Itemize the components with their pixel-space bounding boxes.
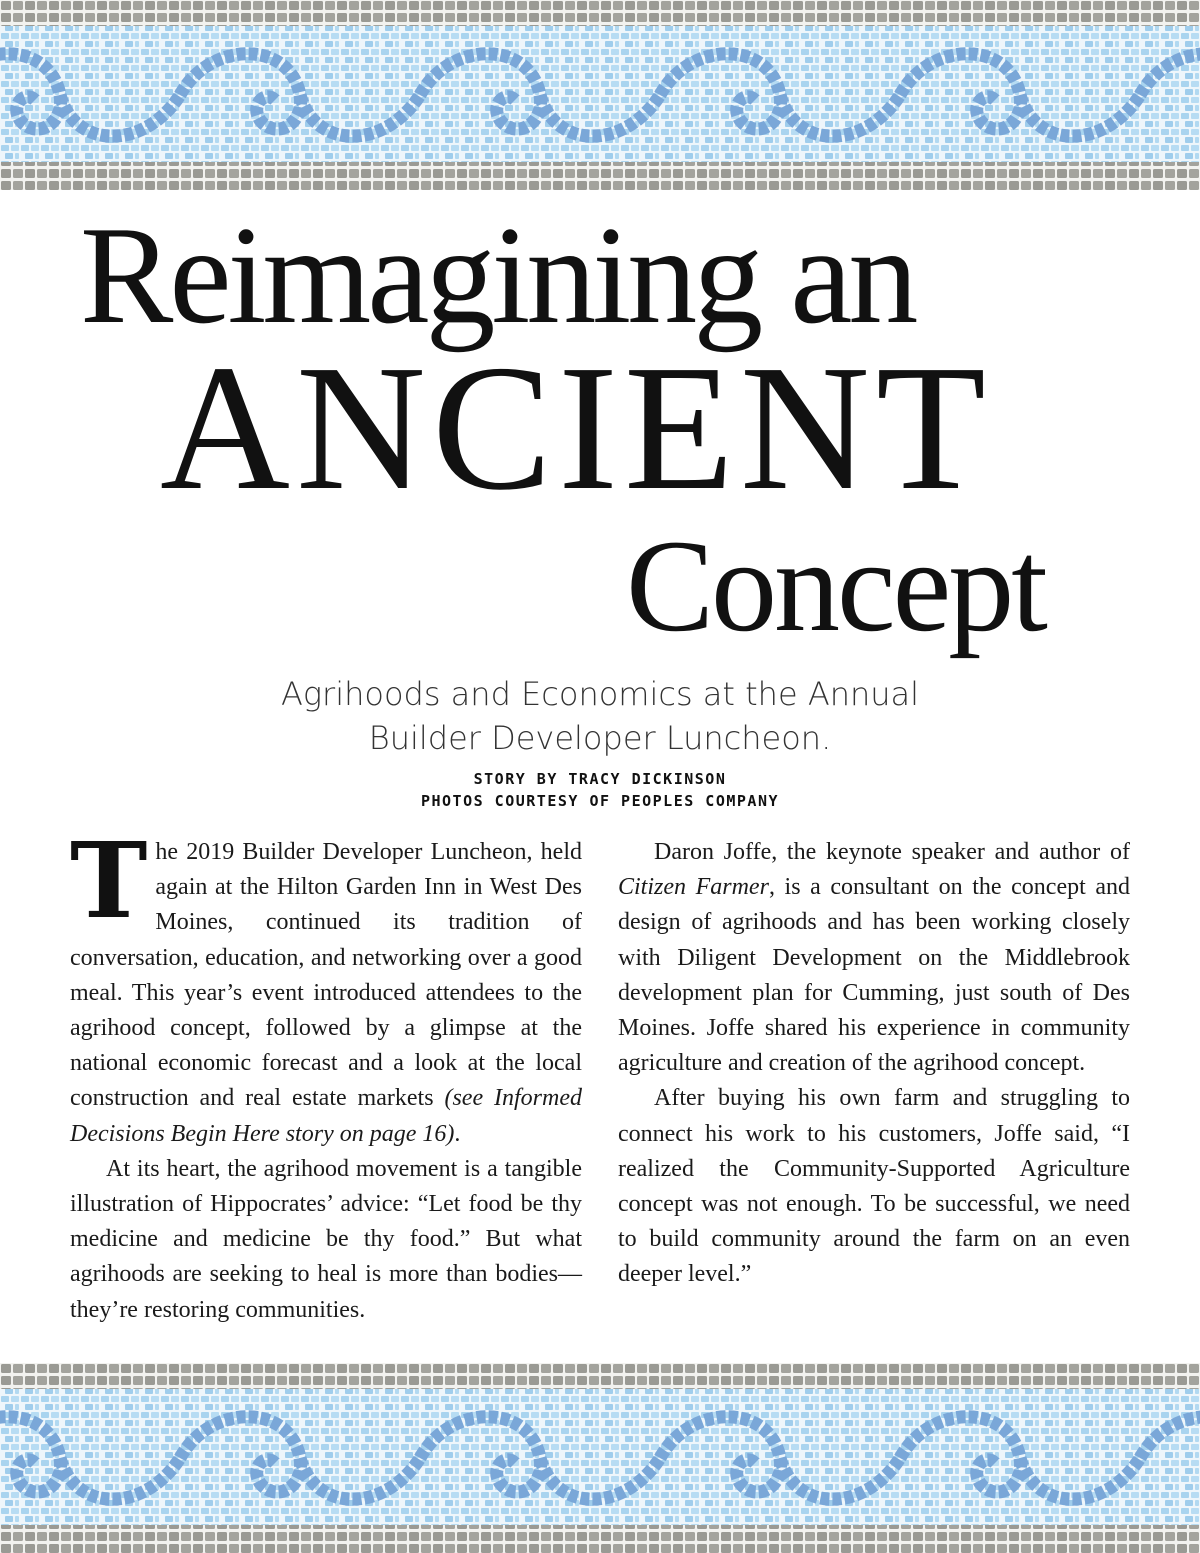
photo-credit: PHOTOS COURTESY OF PEOPLES COMPANY bbox=[420, 792, 780, 810]
subtitle-line-1: Agrihoods and Economics at the Annual bbox=[280, 675, 920, 713]
title-line-concept: Concept bbox=[626, 512, 1045, 659]
mosaic-wave-border-top bbox=[0, 0, 1200, 190]
article-paragraph: At its heart, the agrihood movement is a tangible illustration of Hippocrates’ advice: “Let food be thy medicine and medicine be thy food.” But what agrihoods are seeking to heal is more than bodies—they’re restoring communities. bbox=[70, 1155, 582, 1323]
paragraph-text-end: . bbox=[454, 1120, 461, 1147]
subtitle-line-2: Builder Developer Luncheon. bbox=[368, 719, 832, 757]
story-credit: STORY BY TRACY DICKINSON bbox=[473, 770, 727, 788]
mosaic-wave-border-icon bbox=[0, 0, 1200, 190]
title-line-reimagining: Reimagining an bbox=[80, 198, 915, 353]
mosaic-wave-border-icon bbox=[0, 1363, 1200, 1553]
book-title: Citizen Farmer bbox=[618, 874, 769, 901]
article-paragraph bbox=[618, 835, 1130, 1081]
page-reference: (see Informed Decisions Begin Here story on page 16) bbox=[70, 1085, 582, 1147]
paragraph-text: Daron Joffe, the keynote speaker and author of bbox=[654, 839, 1130, 865]
title-line-ancient: ANCIENT bbox=[160, 328, 992, 527]
paragraph-text: he 2019 Builder Developer Luncheon, held again at the Hilton Garden Inn in West Des Moines, continued its tradition of conversation, education, and networking over a good meal. This year’s event introduced attendees to the agrihood concept, followed by a glimpse at the national economic forecast and a look at the local construction and real estate markets bbox=[70, 839, 582, 1112]
article-paragraph bbox=[70, 819, 582, 1152]
drop-cap: T bbox=[70, 819, 148, 942]
article-column-left bbox=[70, 819, 582, 1328]
mosaic-wave-border-bottom bbox=[0, 1363, 1200, 1553]
article-paragraph: After buying his own farm and struggling to connect his work to his customers, Joffe said, “I realized the Community-Supported Agriculture concept was not enough. To be successful, we need to build community around the farm on an even deeper level.” bbox=[618, 1085, 1130, 1288]
article-column-right bbox=[618, 835, 1130, 1293]
paragraph-text-end: , is a consultant on the concept and design of agrihoods and has been working closely with Diligent Development on the Middlebrook development plan for Cumming, just south of Des Moines. Joffe shared his experience in community agriculture and creation of the agrihood concept. bbox=[618, 874, 1131, 1077]
